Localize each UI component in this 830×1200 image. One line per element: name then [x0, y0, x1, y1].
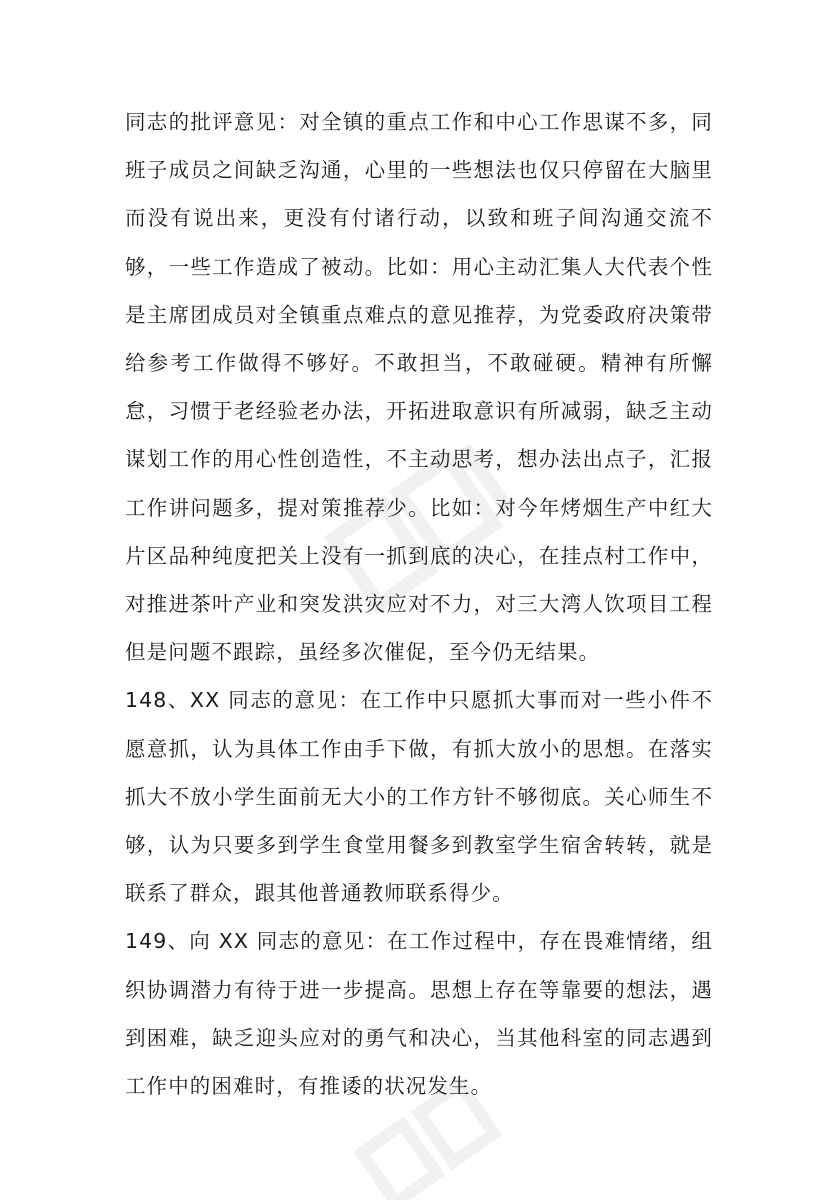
document-body	[125, 98, 713, 1110]
paragraph-148: 148、XX 同志的意见：在工作中只愿抓大事而对一些小件不愿意抓，认为具体工作由手下做，有抓大放小的思想。在落实抓大不放小学生面前无大小的工作方针不够彻底。关心师生不够，认为只要多到学生食堂用餐多到教室学生宿舍转转，就是联系了群众，跟其他普通教师联系得少。	[125, 688, 713, 906]
paragraph-149: 149、向 XX 同志的意见：在工作过程中，存在畏难情绪，组织协调潜力有待于进一步提高。思想上存在等靠要的想法，遇到困难，缺乏迎头应对的勇气和决心，当其他科室的同志遇到工作中的困难时，有推诿的状况发生。	[125, 929, 713, 1099]
paragraph-1: 同志的批评意见：对全镇的重点工作和中心工作思谋不多，同班子成员之间缺乏沟通，心里的一些想法也仅只停留在大脑里而没有说出来，更没有付诸行动，以致和班子间沟通交流不够，一些工作造成了被动。比如：用心主动汇集人大代表个性是主席团成员对全镇重点难点的意见推荐，为党委政府决策带给参考工作做得不够好。不敢担当，不敢碰硬。精神有所懈怠，习惯于老经验老办法，开拓进取意识有所减弱，缺乏主动谋划工作的用心性创造性，不主动思考，想办法出点子，汇报工作讲问题多，提对策推荐少。比如：对今年烤烟生产中红大片区品种纯度把关上没有一抓到底的决心，在挂点村工作中，对推进茶叶产业和突发洪灾应对不力，对三大湾人饮项目工程但是问题不跟踪，虽经多次催促，至今仍无结果。	[125, 110, 713, 665]
